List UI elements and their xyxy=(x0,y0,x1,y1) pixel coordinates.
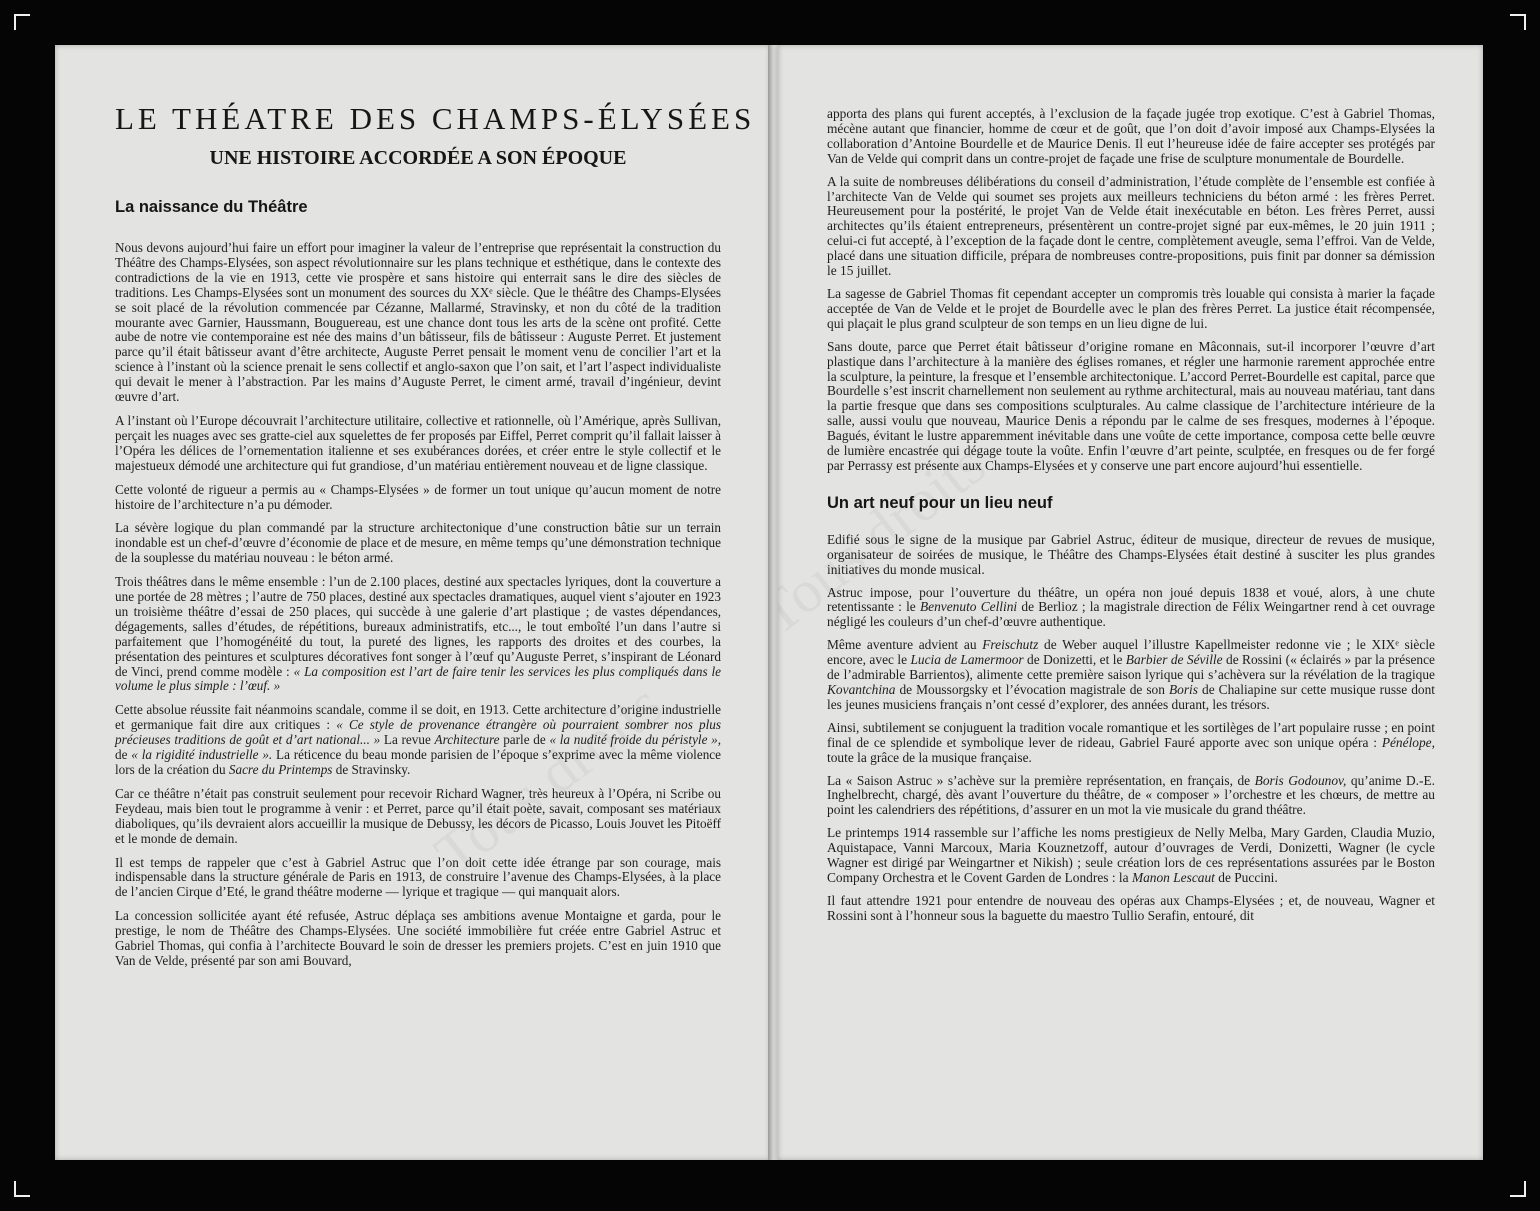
section-heading-art-neuf: Un art neuf pour un lieu neuf xyxy=(827,493,1053,512)
quote-text: « La composition est l’art de faire tenir les services les plus compliqués dans le volume le plus simple : l’œuf. » xyxy=(115,663,721,694)
quote-text: « la rigidité industrielle ». xyxy=(131,747,273,763)
paragraph-text: toute la grâce de la musique française. xyxy=(827,749,1032,765)
work-title: Manon Lescaut xyxy=(1131,869,1215,885)
paragraph xyxy=(827,774,1435,819)
paragraph: A la suite de nombreuses délibérations du conseil d’administration, l’étude complète de l’ensemble est confiée à l’architecte Van de Velde qui soumet ses projets aux meilleurs techniciens du béton armé : les frères Perret. Heureusement pour la postérité, le projet Van de Velde était inexécutable en béton. Les frères Perret, aussi architectes qu’ils étaient entrepreneurs, présentèrent un contre-projet signé par eux-mêmes, le 20 juin 1911 ; celui-ci fut accepté, à l’exception de la façade dont le centre, complètement aveugle, sema l’effroi. Van de Velde, placé dans une situation difficile, prépara de nombreuses contre-propositions, puis finit par donner sa démission le 15 juillet. xyxy=(827,173,1435,279)
work-title: Benvenuto Cellini xyxy=(919,599,1018,615)
crop-mark xyxy=(1510,14,1526,30)
paragraph-text: Ainsi, subtilement se conjuguent la tradition vocale romantique et les sortilèges de l’art populaire russe ; en point final de ce splendide et symbolique lever de rideau, Gabriel Fauré apporte avec son unique opéra : xyxy=(827,719,1435,750)
crop-mark xyxy=(1510,1181,1526,1197)
paragraph xyxy=(827,586,1435,631)
paragraph: Car ce théâtre n’était pas construit seulement pour recevoir Richard Wagner, très heureux à l’Opéra, ni Scribe ou Feydeau, mais bien tout le programme à venir : et Perret, parce qu’il était poète, savait, composant ses matériaux diaboliques, qu’ils devraient alors accueillir la musique de Debussy, les décors de Picasso, Louis Jouvet les Pitoëff et le monde de demain. xyxy=(115,785,721,846)
paragraph-text: de xyxy=(115,747,128,763)
paragraph-text: de Rossini (« éclairés » par la présence de l’admirable Barrientos), alimente cette première saison lyrique qui s’achèvera sur la révélation de la tragique xyxy=(827,652,1435,683)
paragraph-text: Même aventure advient au xyxy=(827,637,977,653)
paragraph-text: La réticence du beau monde parisien de l’époque s’exprime avec la même violence lors de la création du xyxy=(115,747,721,777)
paragraph xyxy=(827,721,1435,766)
paragraph-text: de Weber auquel l’illustre Kapellmeister redonne vie ; le XIXᵉ siècle encore, avec le xyxy=(827,637,1435,668)
work-title: Boris xyxy=(1168,682,1198,697)
work-title: Freischutz xyxy=(982,637,1039,653)
publication-title: Architecture xyxy=(434,732,500,748)
paragraph: A l’instant où l’Europe découvrait l’architecture utilitaire, collective et rationnelle, où l’Amérique, après Sullivan, perçait les nuages avec ses gratte-ciel aux squelettes de fer proposés par Eiffel, Perret comprit qu’il fallait laisser à l’Opéra les délices de l’ornementation italienne et ses exubérances dorées, et créer entre le style collectif et le majestueux démodé une architecture qui fut grandiose, d’un matériau entièrement nouveau et de ligne classique. xyxy=(115,412,721,473)
paragraph-text: de Stravinsky. xyxy=(335,762,411,777)
paragraph-text: de Moussorgsky et l’évocation magistrale de son xyxy=(899,682,1165,697)
crop-mark xyxy=(14,1181,30,1197)
crop-mark xyxy=(14,14,30,30)
right-page xyxy=(778,45,1483,1160)
left-page xyxy=(55,45,770,1160)
paragraph-text: de Chaliapine sur cette musique russe dont les jeunes musiciens français n’ont cessé d’explorer, des années durant, les trésors. xyxy=(827,682,1436,712)
quote-text: « Ce style de provenance étrangère où pourraient sombrer nos plus précieuses traditions de goût et d’art national... » xyxy=(115,717,721,748)
paragraph-text: Cette absolue réussite fait néanmoins scandale, comme il se doit, en 1913. Cette architecture d’origine industrielle et germanique fait dire aux critiques : xyxy=(115,702,721,733)
paragraph: La sévère logique du plan commandé par la structure architectonique d’une construction bâtie sur un terrain inondable est un chef-d’œuvre d’économie de place et de mesure, en même temps qu’une démonstration technique de la souplesse du matériau nouveau : le béton armé. xyxy=(115,520,721,566)
paragraph: Edifié sous le signe de la musique par Gabriel Astruc, éditeur de musique, directeur de revues de musique, organisateur de soirées de musique, le Théâtre des Champs-Elysées était destiné à susciter les plus grandes initiatives du monde musical. xyxy=(827,531,1435,577)
paragraph-text: Trois théâtres dans le même ensemble : l’un de 2.100 places, destiné aux spectacles lyriques, dont la couverture a une portée de 28 mètres ; l’autre de 750 places, destiné aux spectacles dramatiques, auquel vient s’ajouter en 1923 un troisième théâtre d’essai de 250 places, qui succède à une galerie d’art plastique ; de vastes dépendances, dégagements, salles d’études, de répétitions, bureaux administratifs, etc..., le tout emboîté l’un dans l’autre si parfaitement que l’homogénéité du tout, la pureté des lignes, les rapports des droites et des courbes, la présentation des peintures et sculptures décoratives font songer à l’œuf qu’Auguste Perret, s’inspirant de Léonard de Vinci, prend comme modèle : xyxy=(115,574,721,679)
work-title: Boris Godounov, xyxy=(1254,772,1347,788)
paragraph xyxy=(827,826,1435,886)
paragraph-text: qu’anime D.-E. Inghelbrecht, chargé, dès avant l’ouverture du théâtre, de « composer » l’orchestre et les chœurs, de mettre au point les calendriers des répétitions, d’assurer en un mot la vie musicale du grand théâtre. xyxy=(827,772,1435,818)
right-column xyxy=(827,107,1435,932)
paragraph: Cette volonté de rigueur a permis au « Champs-Elysées » de former un tout unique qu’aucun moment de notre histoire de l’architecture n’a pu démoder. xyxy=(115,481,721,512)
work-title: Pénélope, xyxy=(1381,734,1435,750)
work-title: Lucia de Lamermoor xyxy=(910,652,1024,668)
work-title: Barbier de Séville xyxy=(1125,652,1223,668)
paragraph-text: Astruc impose, pour l’ouverture du théâtre, un opéra non joué depuis 1838 et voué, alors, à une chute retentissante : le xyxy=(827,584,1435,615)
paragraph-text: La « Saison Astruc » s’achève sur la première représentation, en français, de xyxy=(827,772,1251,788)
section-heading-naissance: La naissance du Théâtre xyxy=(115,198,308,216)
paragraph: Il faut attendre 1921 pour entendre de nouveau des opéras aux Champs-Elysées ; et, de nouveau, Wagner et Rossini sont à l’honneur sous la baguette du maestro Tullio Serafin, entouré, dit xyxy=(827,892,1435,923)
left-column xyxy=(115,101,756,978)
paragraph-text: de Puccini. xyxy=(1218,869,1278,885)
paragraph-text: de Donizetti, et le xyxy=(1027,652,1123,668)
paragraph xyxy=(827,638,1435,713)
quote-text: « la nudité froide du péristyle », xyxy=(549,732,722,748)
work-title: Sacre du Printemps xyxy=(228,762,333,777)
paragraph-text: La revue xyxy=(383,732,431,748)
paragraph: Nous devons aujourd’hui faire un effort pour imaginer la valeur de l’entreprise que représentait la construction du Théâtre des Champs-Elysées, son aspect révolutionnaire sur les plans technique et esthétique, dans le contexte des contradictions de la vie en 1913, cette vie prospère et sans histoire qui enterrait sans le dire des siècles de traditions. Les Champs-Elysées sont un monument des sources du XXᵉ siècle. Que le théâtre des Champs-Elysées se soit placé de la révolution commencée par Cézanne, Mallarmé, Stravinsky, et non du côté de la tradition mourante avec Garnier, Haussmann, Bouguereau, est une chance dont tous les arts de la scène ont profité. Cette aube de notre vie contemporaine est née des mains d’un bâtisseur, fils de bâtisseur : Auguste Perret. Et justement parce qu’il était bâtisseur avant d’être architecte, Auguste Perret pensait le moment venu de concilier l’art et la science à l’instant où la science prenait le sens collectif et anglo-saxon que l’on sait, et l’art l’aspect individualiste qui devait le mener à l’abstraction. Par les mains d’Auguste Perret, le ciment armé, travail d’ingénieur, devint œuvre d’art. xyxy=(115,240,721,405)
paragraph: Il est temps de rappeler que c’est à Gabriel Astruc que l’on doit cette idée étrange par son courage, mais indispensable dans la structure générale de Paris en 1913, de construire l’avenue des Champs-Elysées, à la place de l’ancien Cirque d’Eté, le grand théâtre moderne — lyrique et tragique — qui manquait alors. xyxy=(115,854,721,900)
paragraph xyxy=(115,575,721,694)
paragraph-text: parle de xyxy=(503,732,546,748)
paragraph: apporta des plans qui furent acceptés, à l’exclusion de la façade jugée trop exotique. C’est à Gabriel Thomas, mécène autant que financier, homme de cœur et de goût, que l’on doit d’avoir imposé aux Champs-Elysées la collaboration d’Antoine Bourdelle et de Maurice Denis. Il eut l’heureuse idée de faire accepter ses protégés par Van de Velde qui comprit dans un contre-projet de façade une frise de sculpture monumentale de Bourdelle. xyxy=(827,106,1435,166)
work-title: Kovantchina xyxy=(827,682,896,697)
paragraph xyxy=(115,703,721,778)
paragraph: La concession sollicitée ayant été refusée, Astruc déplaça ses ambitions avenue Montaigne et garda, pour le prestige, le nom de Théâtre des Champs-Elysées. Une société immobilière fut créée entre Gabriel Astruc et Gabriel Thomas, qui confia à l’architecte Bouvard le soin de dresser les premiers projets. C’est en juin 1910 que Van de Velde, présenté par son ami Bouvard, xyxy=(115,908,721,968)
paragraph-text: de Berlioz ; la magistrale direction de Félix Weingartner rend à cet ouvrage négligé les couleurs d’un chef-d’œuvre authentique. xyxy=(827,599,1435,630)
page-title: LE THÉATRE DES CHAMPS-ÉLYSÉES xyxy=(115,101,756,136)
paragraph: Sans doute, parce que Perret était bâtisseur d’origine romane en Mâconnais, sut-il incorporer l’œuvre d’art plastique dans l’architecture à la manière des églises romanes, et régler une harmonie rarement approchée entre la sculpture, la peinture, la fresque et l’ensemble architectonique. L’accord Perret-Bourdelle est capital, parce que Bourdelle s’est inscrit charnellement non seulement au rythme architectural, mais au nouveau matériau, tant dans la partie fresque que dans ses compositions sculpturales. Au calme classique de l’architecture intérieure de la salle, aussi voulu que nouveau, Maurice Denis a répondu par le calme de ses fresques, modernes à l’époque. Bagués, évitant le lustre apparemment inévitable dans une voûte de cette importance, composa cette belle œuvre de lumière encastrée qui dégage toute la voûte. Enfin l’œuvre d’art peinte, sculptée, en fresques ou de fer forgé par Perrassy est présente aux Champs-Elysées et y conserve une part encore aujourd’hui essentielle. xyxy=(827,338,1435,473)
page-subtitle: UNE HISTOIRE ACCORDÉE A SON ÉPOQUE xyxy=(209,147,627,169)
paragraph: La sagesse de Gabriel Thomas fit cependant accepter un compromis très louable qui consista à marier la façade acceptée de Van de Velde et le projet de Bourdelle avec le plan des frères Perret. La justice était récompensée, qui plaçait le plus grand sculpteur de son temps en un lieu digne de lui. xyxy=(827,285,1435,331)
paragraph-text: Le printemps 1914 rassemble sur l’affiche les noms prestigieux de Nelly Melba, Mary Garden, Claudia Muzio, Aquistapace, Vanni Marcoux, Maria Kouznetzoff, autour d’ouvrages de Verdi, Donizetti, Wagner (le cycle Wagner est dirigé par Weingartner et Nikish) ; seule création lors de ces représentations assurées par le Boston Company Orchestra et le Covent Garden de Londres : la xyxy=(827,825,1435,885)
